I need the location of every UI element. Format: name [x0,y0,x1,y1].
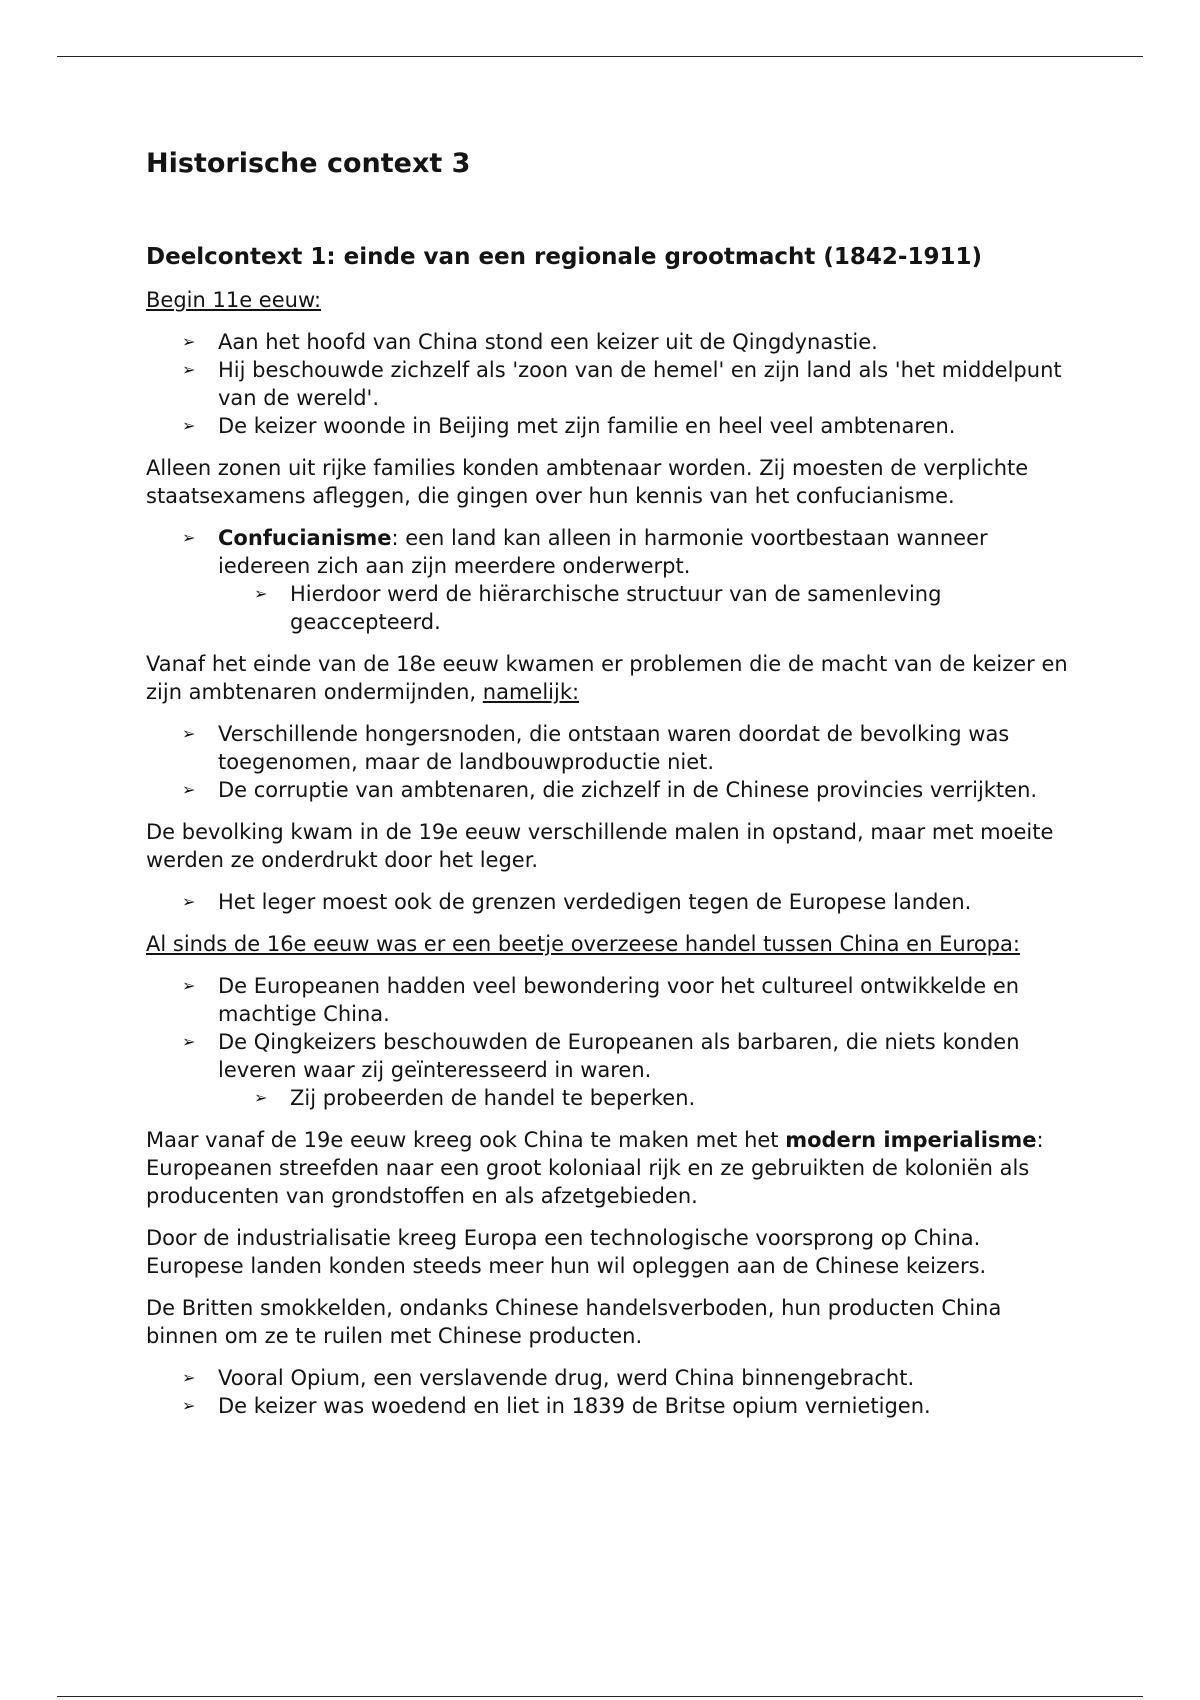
arrow-bullet-icon: ➢ [182,1396,196,1415]
arrow-bullet-icon: ➢ [254,584,268,603]
paragraph-problems: Vanaf het einde van de 18e eeuw kwamen er problemen die de macht van de keizer en zijn ambtenaren ondermijnden, namelijk: [146,652,1068,704]
paragraph-imperialism: Maar vanaf de 19e eeuw kreeg ook China te maken met het modern imperialisme: Europeanen streefden naar een groot koloniaal rijk en ze gebruikten de koloniën als producenten van grondstoffen en als afzetgebieden. [146,1128,1044,1208]
term-confucianism: Confucianisme [218,526,392,550]
bullet-list-qing [146,328,1076,440]
paragraph-industrialisation: Door de industrialisatie kreeg Europa een technologische voorsprong op China. Europese landen konden steeds meer hun wil opleggen aan de Chinese keizers. [146,1226,987,1278]
document-body [146,140,1076,1434]
list-item: ➢ Aan het hoofd van China stond een keizer uit de Qingdynastie. [182,330,878,354]
arrow-bullet-icon: ➢ [254,1088,268,1107]
definition-confucianism: : een land kan alleen in harmonie voortbestaan wanneer iedereen zich aan zijn meerdere onderwerpt. [218,526,988,578]
paragraph-smuggling: De Britten smokkelden, ondanks Chinese handelsverboden, hun producten China binnen om ze te ruilen met Chinese producten. [146,1296,1002,1348]
trade-heading: Al sinds de 16e eeuw was er een beetje overzeese handel tussen China en Europa: [146,932,1020,956]
sub-bullet-list [218,580,1076,636]
sub-bullet-list [218,1084,1076,1112]
list-item [146,524,1076,636]
list-item: ➢ Verschillende hongersnoden, die ontstaan waren doordat de bevolking was toegenomen, maar de landbouwproductie niet. [182,722,1010,774]
section-heading: Deelcontext 1: einde van een regionale grootmacht (1842-1911) [146,244,982,270]
list-item: ➢ Zij probeerden de handel te beperken. [254,1086,696,1110]
term-modern-imperialism: modern imperialisme [785,1128,1037,1152]
arrow-bullet-icon: ➢ [182,724,196,743]
list-item: ➢ Hierdoor werd de hiërarchische structuur van de samenleving geaccepteerd. [254,582,942,634]
list-item: ➢ De corruptie van ambtenaren, die zichzelf in de Chinese provincies verrijkten. [182,778,1038,802]
paragraph-officials: Alleen zonen uit rijke families konden ambtenaar worden. Zij moesten de verplichte staatsexamens afleggen, die gingen over hun kennis van het confucianisme. [146,456,1029,508]
arrow-bullet-icon: ➢ [182,1032,196,1051]
arrow-bullet-icon: ➢ [182,976,196,995]
arrow-bullet-icon: ➢ [182,892,196,911]
arrow-bullet-icon: ➢ [182,1368,196,1387]
list-item: ➢ De Qingkeizers beschouwden de Europeanen als barbaren, die niets konden leveren waar zij geïnteresseerd in waren. ➢ Zij probeerden de handel te beperken. [146,1028,1076,1112]
list-item: ➢ De Europeanen hadden veel bewondering voor het cultureel ontwikkelde en machtige China. [182,974,1020,1026]
page-title: Historische context 3 [146,148,471,179]
list-item: ➢ De keizer was woedend en liet in 1839 de Britse opium vernietigen. [182,1394,931,1418]
arrow-bullet-icon: ➢ [182,332,196,351]
list-item: ➢ Vooral Opium, een verslavende drug, werd China binnengebracht. [182,1366,915,1390]
bullet-list-army [146,888,1076,916]
header-rule [57,56,1143,57]
paragraph-uprisings: De bevolking kwam in de 19e eeuw verschillende malen in opstand, maar met moeite werden ze onderdrukt door het leger. [146,820,1054,872]
bullet-list-trade [146,972,1076,1112]
list-item: ➢ Het leger moest ook de grenzen verdedigen tegen de Europese landen. [182,890,972,914]
bullet-list-problems [146,720,1076,804]
list-item: ➢ Hij beschouwde zichzelf als 'zoon van de hemel' en zijn land als 'het middelpunt van de wereld'. [182,358,1062,410]
list-item: ➢ De keizer woonde in Beijing met zijn familie en heel veel ambtenaren. [182,414,956,438]
arrow-bullet-icon: ➢ [182,780,196,799]
bullet-list-confucianism [146,524,1076,636]
intro-heading [146,286,1076,314]
arrow-bullet-icon: ➢ [182,416,196,435]
arrow-bullet-icon: ➢ [182,528,196,547]
intro-heading-text: Begin 11e eeuw: [146,288,322,312]
arrow-bullet-icon: ➢ [182,360,196,379]
bullet-list-opium [146,1364,1076,1420]
footer-rule [57,1696,1143,1697]
